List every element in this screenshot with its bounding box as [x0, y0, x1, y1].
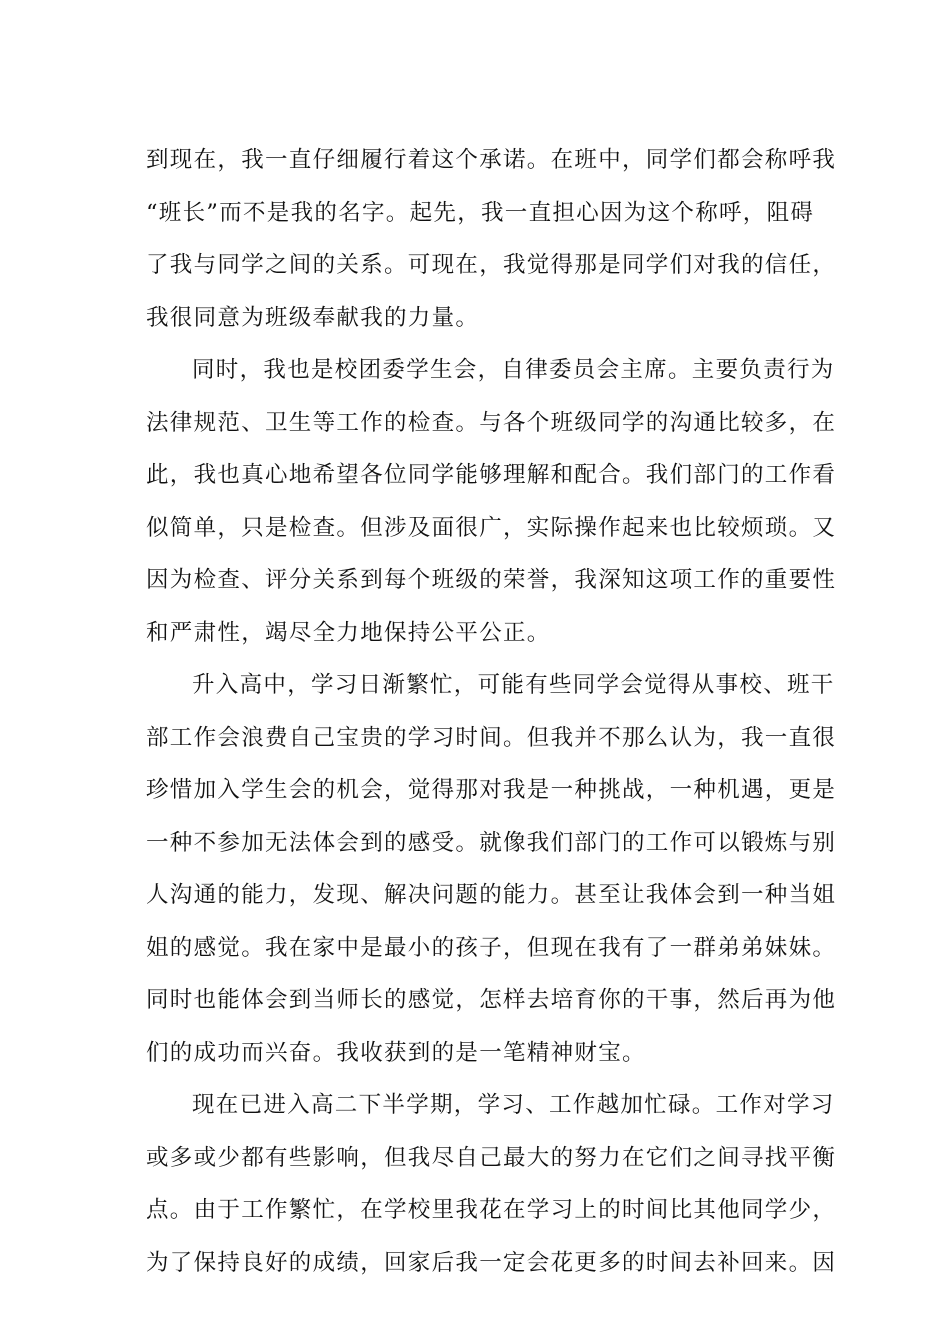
paragraph-first-line: 升入高中，学习日渐繁忙，可能有些同学会觉得从事校、班干 — [192, 672, 835, 698]
text-line: 了我与同学之间的关系。可现在，我觉得那是同学们对我的信任， — [146, 252, 837, 278]
text-line: 们的成功而兴奋。我收获到的是一笔精神财宝。 — [146, 1039, 646, 1066]
text-line: 和严肃性，竭尽全力地保持公平公正。 — [146, 619, 551, 646]
text-line: 点。由于工作繁忙，在学校里我花在学习上的时间比其他同学少， — [146, 1197, 837, 1223]
text-line: 姐的感觉。我在家中是最小的孩子，但现在我有了一群弟弟妹妹。 — [146, 934, 837, 961]
document-body — [146, 134, 837, 1289]
text-line: 法律规范、卫生等工作的检查。与各个班级同学的沟通比较多，在 — [146, 409, 837, 436]
text-line: 到现在，我一直仔细履行着这个承诺。在班中，同学们都会称呼我 — [146, 147, 837, 173]
text-line: 人沟通的能力，发现、解决问题的能力。甚至让我体会到一种当姐 — [146, 882, 837, 908]
text-line: 同时也能体会到当师长的感觉，怎样去培育你的干事，然后再为他 — [146, 987, 837, 1013]
text-line: 一种不参加无法体会到的感受。就像我们部门的工作可以锻炼与别 — [146, 829, 837, 856]
text-line: “班长”而不是我的名字。起先，我一直担心因为这个称呼，阻碍 — [146, 199, 815, 226]
text-line: 因为检查、评分关系到每个班级的荣誉，我深知这项工作的重要性 — [146, 567, 837, 593]
paragraph-first-line: 现在已进入高二下半学期，学习、工作越加忙碌。工作对学习 — [192, 1092, 835, 1118]
text-line: 或多或少都有些影响，但我尽自己最大的努力在它们之间寻找平衡 — [146, 1144, 837, 1171]
text-line: 我很同意为班级奉献我的力量。 — [146, 304, 480, 331]
text-line: 似简单，只是检查。但涉及面很广，实际操作起来也比较烦琐。又 — [146, 514, 837, 541]
text-line: 珍惜加入学生会的机会，觉得那对我是一种挑战，一种机遇，更是 — [146, 777, 837, 803]
paragraph-first-line: 同时，我也是校团委学生会，自律委员会主席。主要负责行为 — [192, 357, 835, 383]
text-line: 为了保持良好的成绩，回家后我一定会花更多的时间去补回来。因 — [146, 1249, 837, 1276]
text-line: 部工作会浪费自己宝贵的学习时间。但我并不那么认为，我一直很 — [146, 724, 837, 751]
text-line: 此，我也真心地希望各位同学能够理解和配合。我们部门的工作看 — [146, 462, 837, 488]
